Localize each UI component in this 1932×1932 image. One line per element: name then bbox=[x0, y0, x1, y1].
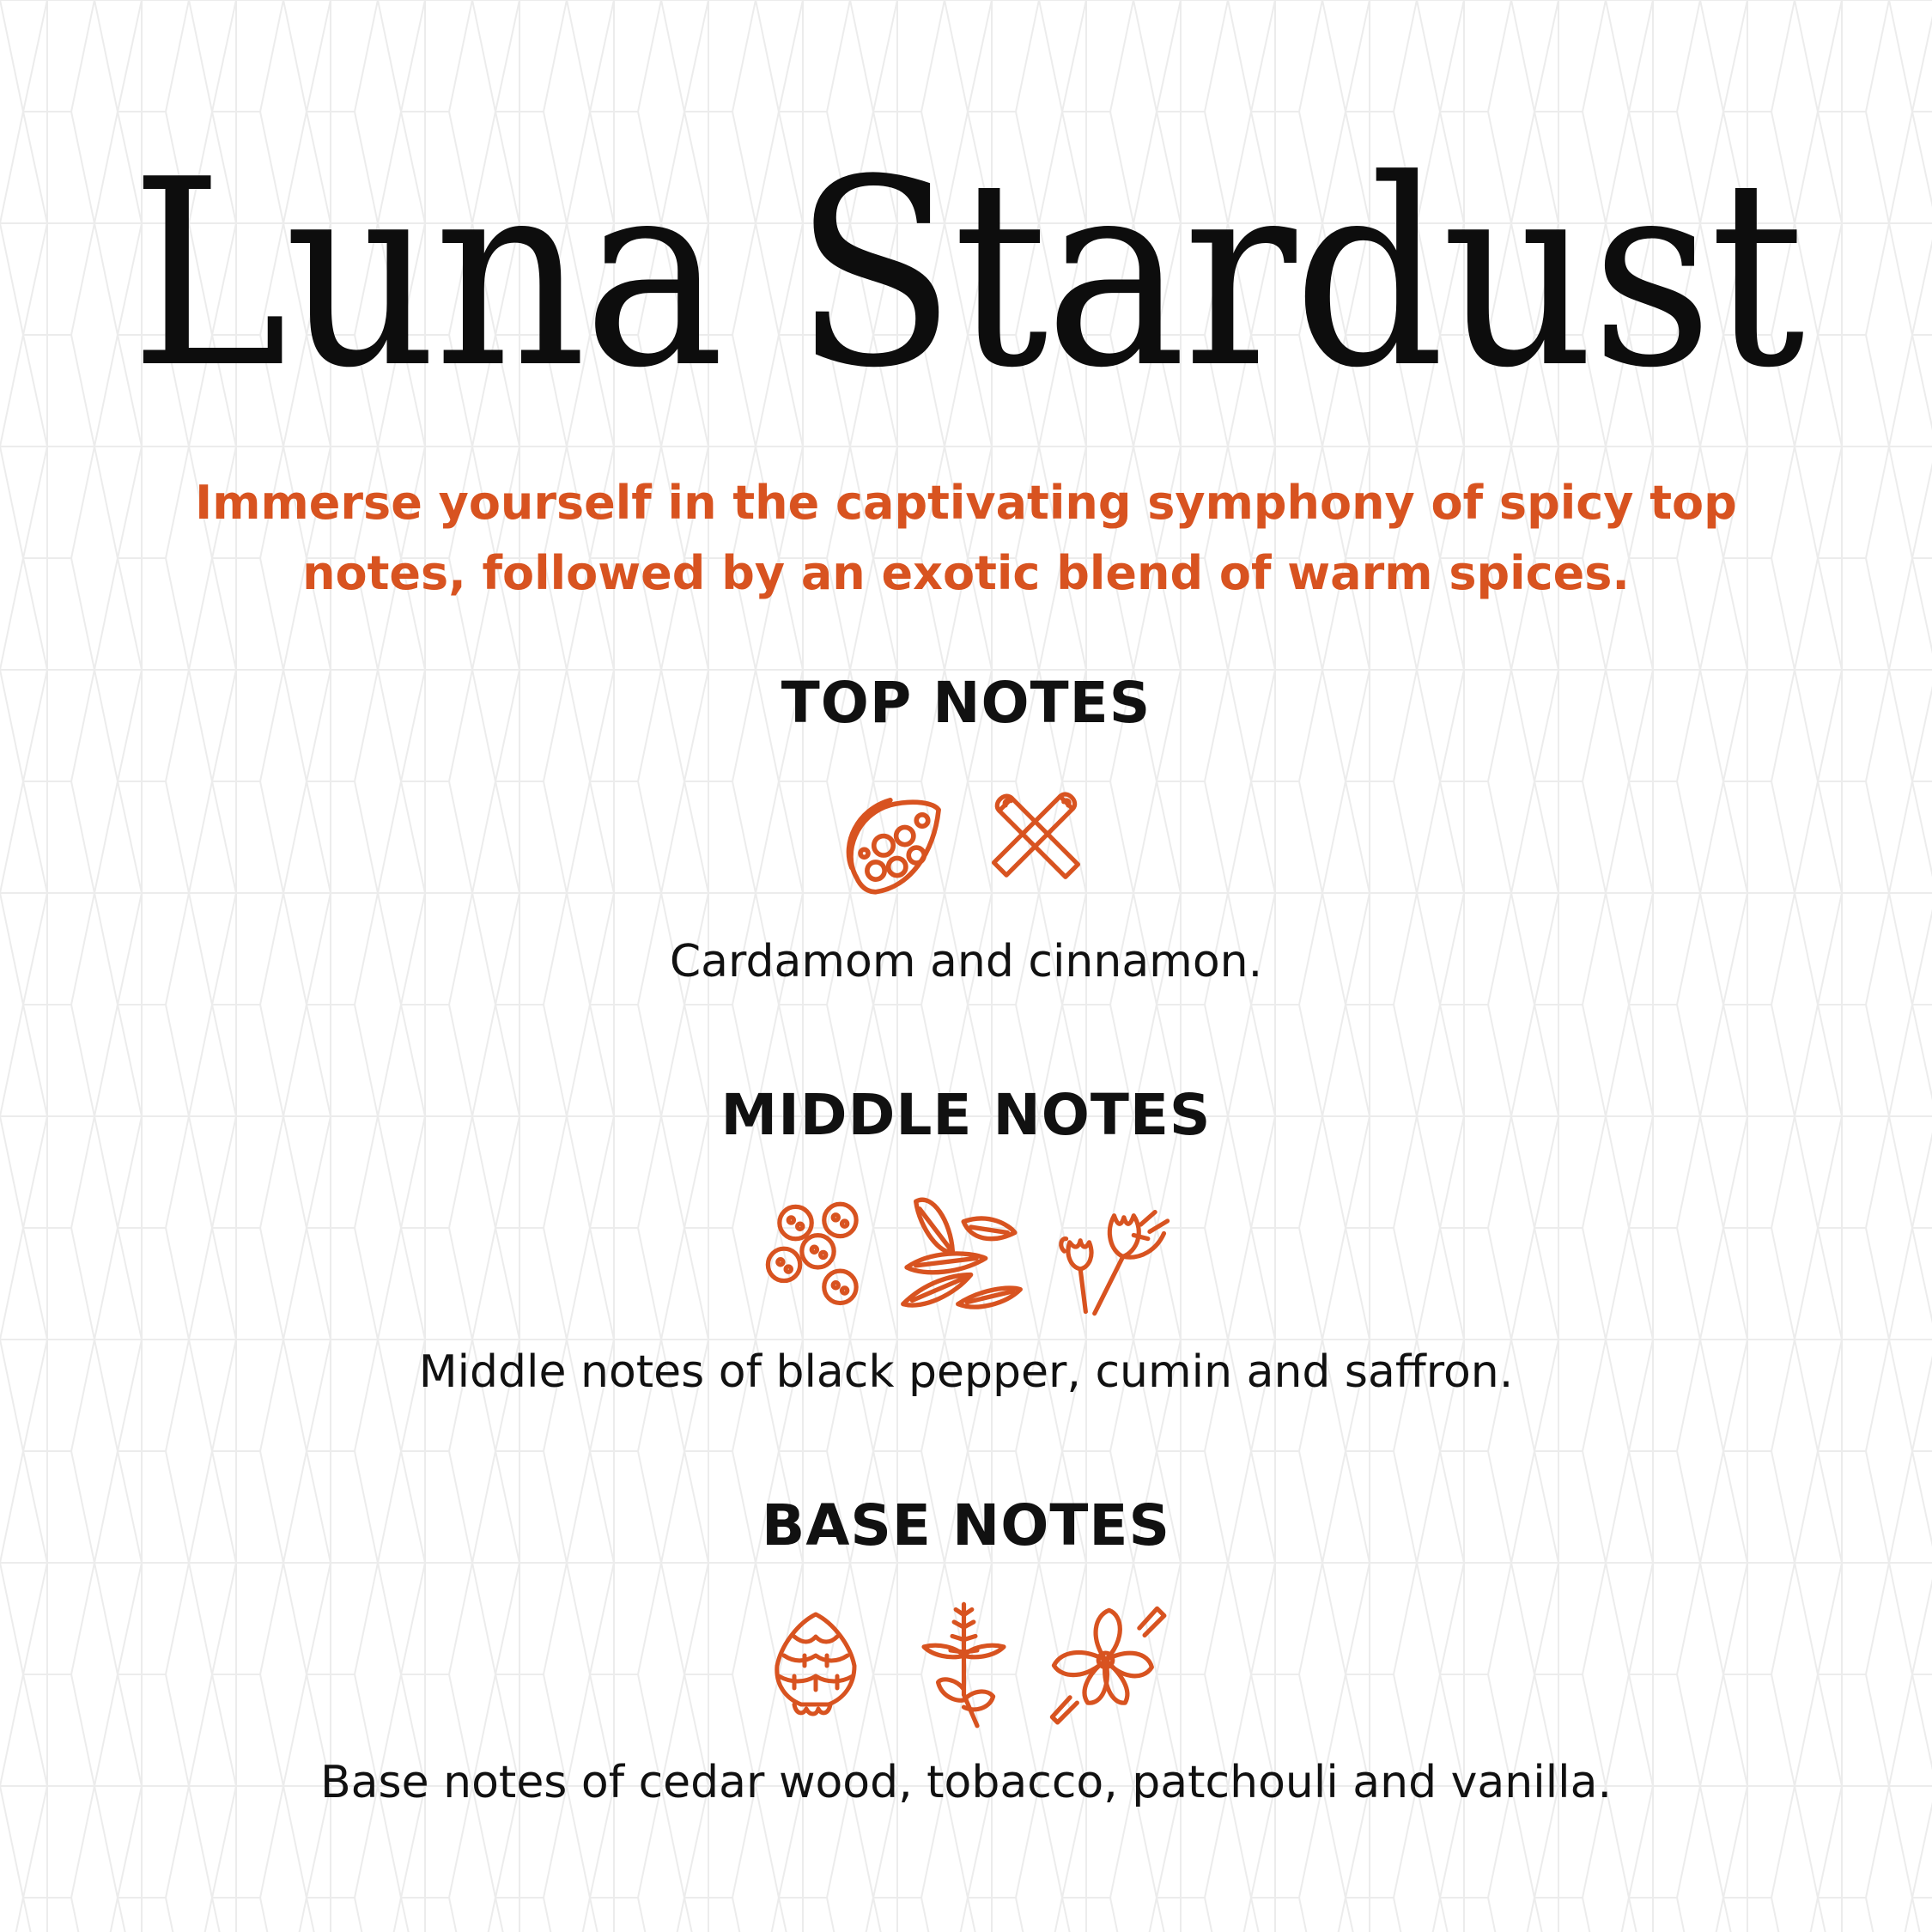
base-notes-heading: BASE NOTES bbox=[762, 1492, 1170, 1558]
cedar-cone-icon bbox=[769, 1606, 863, 1722]
middle-notes-description: Middle notes of black pepper, cumin and saffron. bbox=[418, 1346, 1514, 1398]
product-title: Luna Stardust bbox=[130, 125, 1802, 424]
black-pepper-icon bbox=[764, 1198, 872, 1314]
saffron-icon bbox=[1052, 1198, 1176, 1322]
top-notes-heading: TOP NOTES bbox=[781, 670, 1151, 736]
top-notes-description: Cardamom and cinnamon. bbox=[669, 936, 1263, 987]
cumin-icon bbox=[897, 1185, 1026, 1322]
middle-notes-heading: MIDDLE NOTES bbox=[720, 1082, 1212, 1148]
cinnamon-icon bbox=[983, 786, 1091, 893]
vanilla-icon bbox=[1043, 1601, 1168, 1726]
patchouli-icon bbox=[914, 1597, 1013, 1730]
cardamom-icon bbox=[837, 786, 953, 902]
tagline: Immerse yourself in the captivating symphony of spicy top notes, followed by an exotic blend of warm spices. bbox=[195, 476, 1737, 600]
base-notes-description: Base notes of cedar wood, tobacco, patchouli and vanilla. bbox=[320, 1757, 1612, 1808]
